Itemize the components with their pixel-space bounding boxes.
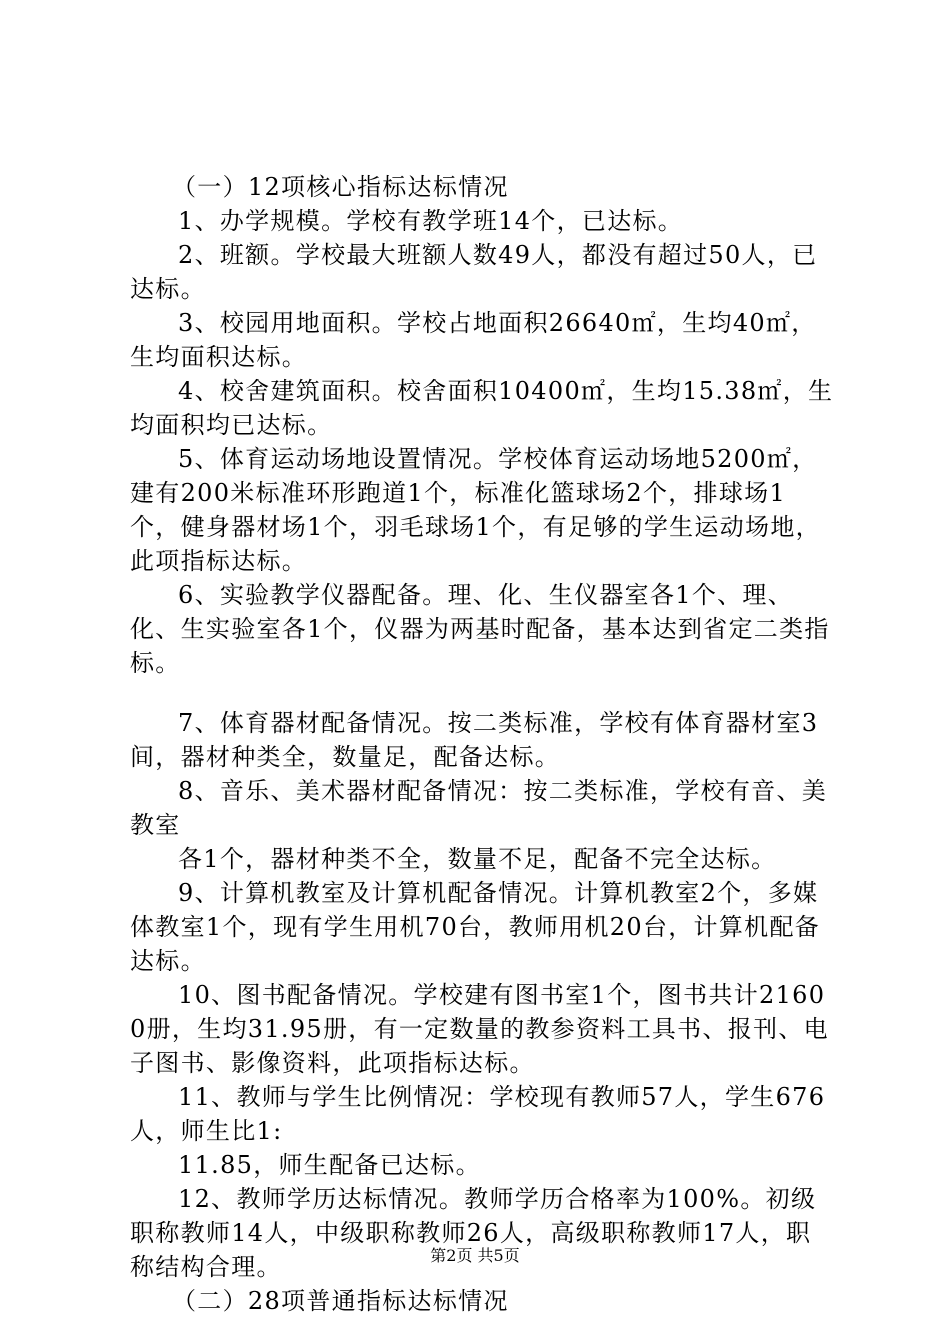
paragraph-campus-area: 3、校园用地面积。学校占地面积26640㎡，生均40㎡，生均面积达标。	[130, 309, 817, 371]
paragraph-teacher-student-ratio: 11、教师与学生比例情况：学校现有教师57人，学生676人，师生比1:	[130, 1083, 826, 1145]
section-heading-general-indicators: （二）28项普通指标达标情况	[172, 1287, 509, 1315]
page-number-footer: 第2页 共5页	[430, 1246, 520, 1265]
paragraph-school-scale: 1、办学规模。学校有教学班14个，已达标。	[178, 207, 684, 235]
paragraph-class-size: 2、班额。学校最大班额人数49人，都没有超过50人，已达标。	[130, 241, 818, 303]
paragraph-sports-equipment: 7、体育器材配备情况。按二类标准，学校有体育器材室3间，器材种类全，数量足，配备达标。	[130, 709, 819, 771]
paragraph-teacher-qualification: 12、教师学历达标情况。教师学历合格率为100%。初级职称教师14人，中级职称教师26人，高级职称教师17人，职称结构合理。	[130, 1185, 817, 1281]
paragraph-sports-field: 5、体育运动场地设置情况。学校体育运动场地5200㎡，建有200米标准环形跑道1个，标准化篮球场2个，排球场1个，健身器材场1个，羽毛球场1个，有足够的学生运动场地，此项指标达标。	[130, 445, 821, 575]
section-heading-core-indicators: （一）12项核心指标达标情况	[172, 173, 509, 201]
paragraph-lab-equipment: 6、实验教学仪器配备。理、化、生仪器室各1个、理、化、生实验室各1个，仪器为两基时配备，基本达到省定二类指标。	[130, 581, 830, 677]
paragraph-teacher-student-ratio-cont: 11.85，师生配备已达标。	[178, 1151, 481, 1179]
document-body	[130, 170, 835, 1318]
paragraph-music-art-equipment: 8、音乐、美术器材配备情况：按二类标准，学校有音、美教室	[130, 777, 828, 839]
paragraph-building-area: 4、校舍建筑面积。校舍面积10400㎡，生均15.38㎡，生均面积均已达标。	[130, 377, 834, 439]
paragraph-computer-rooms: 9、计算机教室及计算机配备情况。计算机教室2个，多媒体教室1个，现有学生用机70台，教师用机20台，计算机配备达标。	[130, 879, 821, 975]
paragraph-library: 10、图书配备情况。学校建有图书室1个，图书共计21600册，生均31.95册，有一定数量的教参资料工具书、报刊、电子图书、影像资料，此项指标达标。	[130, 981, 829, 1077]
paragraph-music-art-equipment-cont: 各1个，器材种类不全，数量不足，配备不完全达标。	[178, 845, 777, 873]
